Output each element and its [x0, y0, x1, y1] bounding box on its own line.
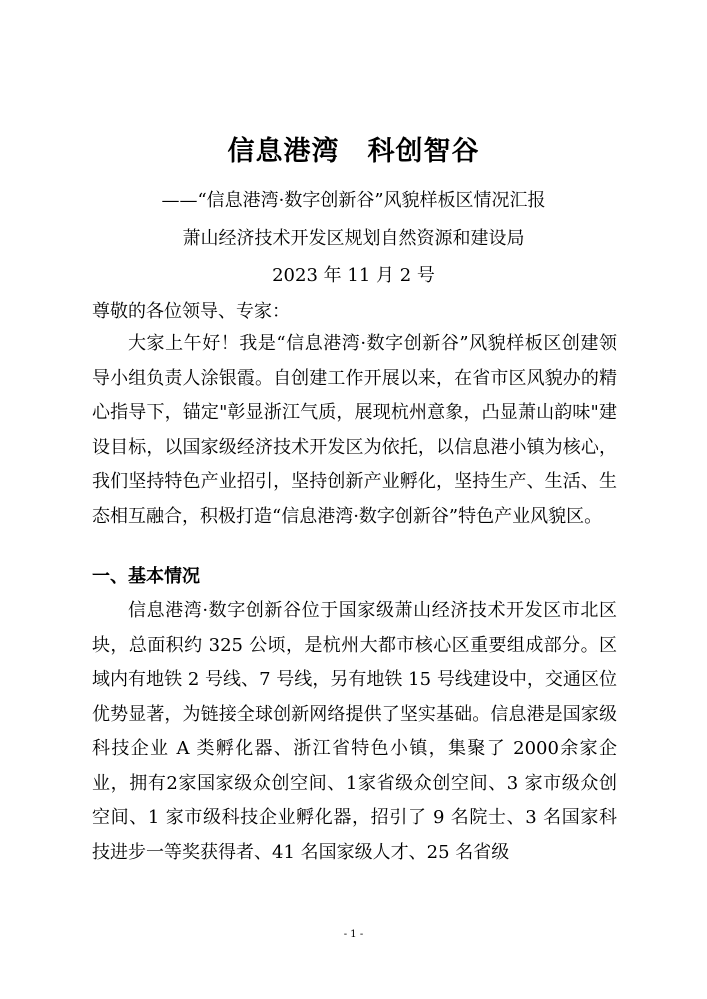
paragraph-intro: 大家上午好！我是“信息港湾·数字创新谷”风貌样板区创建领导小组负责人涂银霞。自创建工作开展以来，在省市区风貌办的精心指导下，锚定"彰显浙江气质，展现杭州意象，凸显萧山韵味"建设目标，以国家级经济技术开发区为依托，以信息港小镇为核心，我们坚持特色产业招引，坚持创新产业孵化，坚持生产、生活、生态相互融合，积极打造“信息港湾·数字创新谷”特色产业风貌区。: [92, 333, 617, 527]
paragraph-basic-info: 信息港湾·数字创新谷位于国家级萧山经济技术开发区市北区块，总面积约 325 公顷，是杭州大都市核心区重要组成部分。区域内有地铁 2 号线、7 号线，另有地铁 15 号线建设中，交通区位优势显著，为链接全球创新网络提供了坚实基础。信息港是国家级科技企业 A 类孵化器、浙江省特色小镇，集聚了 2000余家企业，拥有2家国家级众创空间、1家省级众创空间、3 家市级众创空间、1 家市级科技企业孵化器，招引了 9 名院士、3 名国家科技进步一等奖获得者、41 名国家级人才、25 名省级: [92, 600, 617, 863]
document-subtitle: ——“信息港湾·数字创新谷”风貌样板区情况汇报: [161, 190, 546, 211]
page-number: - 1 -: [343, 929, 364, 940]
document-title: 信息港湾 科创智谷: [227, 136, 480, 167]
document-date: 2023 年 11 月 2 号: [272, 265, 435, 286]
section-heading: 一、基本情况: [92, 566, 200, 587]
salutation: 尊敬的各位领导、专家：: [92, 301, 290, 322]
department-name: 萧山经济技术开发区规划自然资源和建设局: [182, 228, 525, 249]
